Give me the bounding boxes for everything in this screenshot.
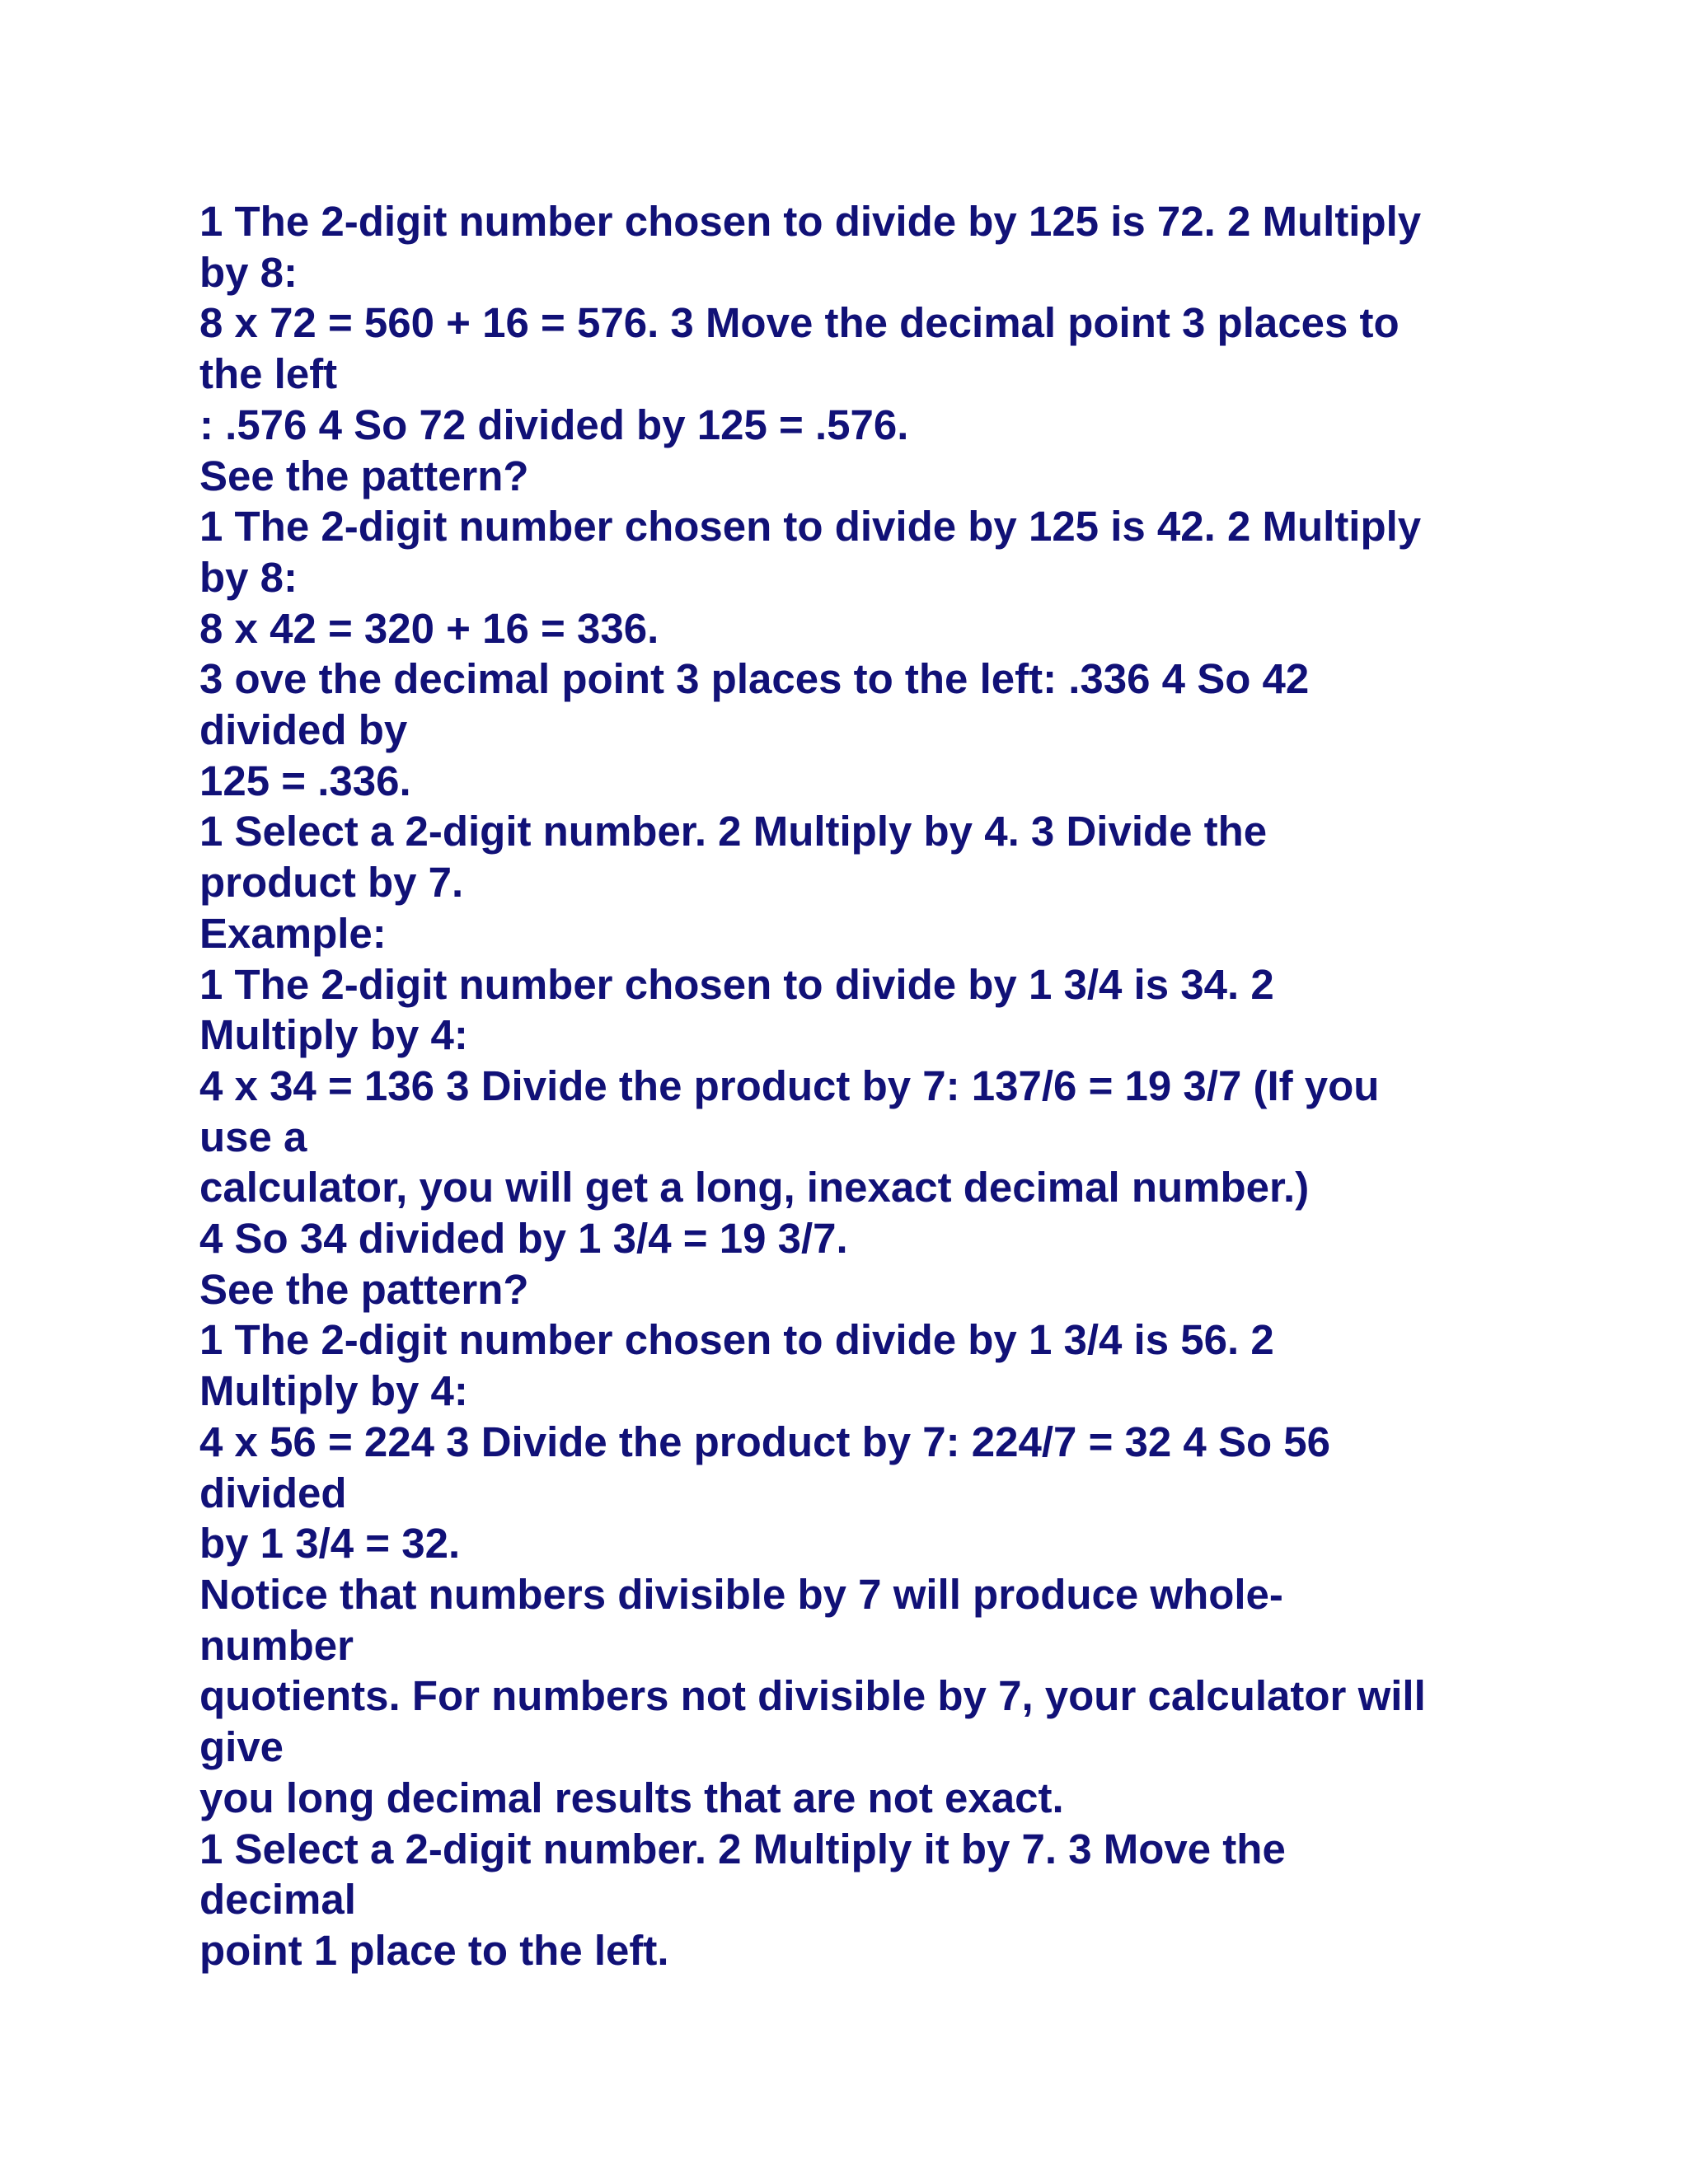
text-line: by 8: <box>199 248 298 296</box>
text-line: Notice that numbers divisible by 7 will produce whole- <box>199 1570 1283 1618</box>
text-line: 4 x 56 = 224 3 Divide the product by 7: 224/7 = 32 4 So 56 <box>199 1418 1331 1465</box>
text-line: 3 ove the decimal point 3 places to the left: .336 4 So 42 <box>199 655 1310 703</box>
text-line: 8 x 72 = 560 + 16 = 576. 3 Move the decimal point 3 places to <box>199 299 1400 347</box>
document-text <box>199 196 1518 1976</box>
text-line: See the pattern? <box>199 452 529 499</box>
text-line: 1 The 2-digit number chosen to divide by 125 is 72. 2 Multiply <box>199 198 1422 245</box>
text-line: you long decimal results that are not exact. <box>199 1774 1064 1821</box>
text-line: by 8: <box>199 553 298 601</box>
text-line: number <box>199 1621 354 1669</box>
text-line: 4 So 34 divided by 1 3/4 = 19 3/7. <box>199 1215 848 1263</box>
text-line: calculator, you will get a long, inexact decimal number.) <box>199 1164 1310 1212</box>
text-line: product by 7. <box>199 859 464 907</box>
text-line: Multiply by 4: <box>199 1367 468 1415</box>
text-line: decimal <box>199 1876 356 1924</box>
text-line: divided by <box>199 706 408 754</box>
text-line: See the pattern? <box>199 1265 529 1313</box>
text-line: 1 The 2-digit number chosen to divide by 125 is 42. 2 Multiply <box>199 503 1422 551</box>
text-line: the left <box>199 350 338 398</box>
text-line: 125 = .336. <box>199 757 411 804</box>
text-line: give <box>199 1723 284 1771</box>
text-line: 4 x 34 = 136 3 Divide the product by 7: 137/6 = 19 3/7 (If you <box>199 1062 1380 1109</box>
text-line: use a <box>199 1113 307 1160</box>
text-line: 1 The 2-digit number chosen to divide by 1 3/4 is 34. 2 <box>199 960 1274 1008</box>
text-line: : .576 4 So 72 divided by 125 = .576. <box>199 401 909 448</box>
text-line: 1 Select a 2-digit number. 2 Multiply it by 7. 3 Move the <box>199 1825 1286 1872</box>
text-line: 8 x 42 = 320 + 16 = 336. <box>199 604 659 652</box>
text-line: Example: <box>199 909 387 957</box>
text-line: divided <box>199 1469 347 1516</box>
text-line: 1 Select a 2-digit number. 2 Multiply by 4. 3 Divide the <box>199 808 1268 855</box>
text-line: by 1 3/4 = 32. <box>199 1520 461 1568</box>
text-line: quotients. For numbers not divisible by 7, your calculator will <box>199 1672 1426 1720</box>
text-line: Multiply by 4: <box>199 1011 468 1059</box>
text-line: 1 The 2-digit number chosen to divide by 1 3/4 is 56. 2 <box>199 1316 1274 1364</box>
text-line: point 1 place to the left. <box>199 1926 669 1974</box>
